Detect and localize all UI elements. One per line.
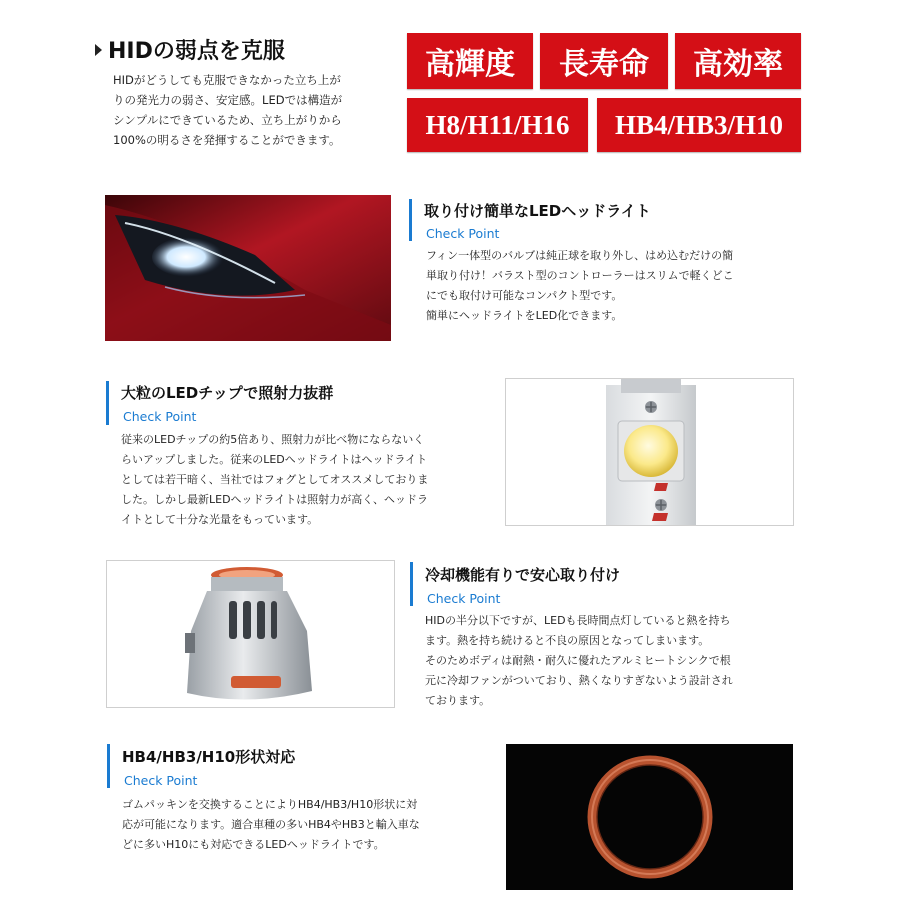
section-check-point: Check Point [427,591,501,606]
section-body [425,611,795,711]
section-accent-bar [106,381,109,425]
section-body [121,430,491,530]
body-line: 単取り付け！バラスト型のコントローラーはスリムで軽くどこ [426,269,734,282]
body-line: イトとして十分な光量をもっています。 [121,513,319,526]
triangle-bullet-icon [95,44,102,56]
body-line: ております。 [425,694,491,707]
intro-line: HIDがどうしても克服できなかった立ち上が [113,73,341,87]
body-line: らいアップしました。従来のLEDヘッドライトはヘッドライト [121,453,428,466]
led-chip-photo [505,378,794,526]
body-line: にでも取付け可能なコンパクト型です。 [426,289,623,302]
badge-h8-h11-h16: H8/H11/H16 [407,98,588,152]
body-line: ゴムパッキンを交換することによりHB4/HB3/H10形状に対 [122,798,418,811]
section-body [426,246,796,326]
badge-long-life: 長寿命 [540,33,668,89]
body-line: した。しかし最新LEDヘッドライトは照射力が高く、ヘッドラ [121,493,428,506]
bulb-body-photo [106,560,395,708]
body-line: ます。熱を持ち続けると不良の原因となってしまいます。 [425,634,710,647]
body-line: 従来のLEDチップの約5倍あり、照射力が比べ物にならないく [121,433,425,446]
heatsink-illustration [107,561,394,707]
section-check-point: Check Point [123,409,197,424]
body-line: 元に冷却ファンがついており、熱くなりすぎないよう設計され [425,674,733,687]
intro-text [113,70,398,150]
badge-high-brightness: 高輝度 [407,33,533,89]
rubber-gasket-photo [506,744,793,890]
gasket-ring-illustration [506,744,793,890]
intro-line: 100%の明るさを発揮することができます。 [113,133,341,147]
body-line: どに多いH10にも対応できるLEDヘッドライトです。 [122,838,385,851]
body-line: 応が可能になります。適合車種の多いHB4やHB3と輸入車な [122,818,420,831]
section-title: 大粒のLEDチップで照射力抜群 [121,384,334,402]
body-line: 簡単にヘッドライトをLED化できます。 [426,309,623,322]
intro-line: りの発光力の弱さ、安定感。LEDでは構造が [113,93,343,107]
headlight-illustration [105,195,391,341]
section-accent-bar [410,562,413,606]
page-title-text: HIDの弱点を克服 [108,39,285,64]
badge-hb4-hb3-h10: HB4/HB3/H10 [597,98,801,152]
section-title: 冷却機能有りで安心取り付け [425,566,621,584]
section-body [122,795,492,855]
page-title [95,34,285,65]
section-title: HB4/HB3/H10形状対応 [122,748,296,766]
badge-high-efficiency: 高効率 [675,33,801,89]
section-check-point: Check Point [124,773,198,788]
intro-line: シンプルにできているため、立ち上がりから [113,113,342,127]
body-line: としては若干暗く、当社ではフォグとしてオススメしておりま [121,473,429,486]
section-accent-bar [409,199,412,241]
headlight-photo [105,195,391,341]
section-check-point: Check Point [426,226,500,241]
body-line: そのためボディは耐熱・耐久に優れたアルミヒートシンクで根 [425,654,731,667]
body-line: フィン一体型のバルブは純正球を取り外し、はめ込むだけの簡 [426,249,734,262]
body-line: HIDの半分以下ですが、LEDも長時間点灯していると熱を持ち [425,614,731,627]
led-chip-illustration [506,379,793,525]
section-title: 取り付け簡単なLEDヘッドライト [424,202,651,220]
section-accent-bar [107,744,110,788]
